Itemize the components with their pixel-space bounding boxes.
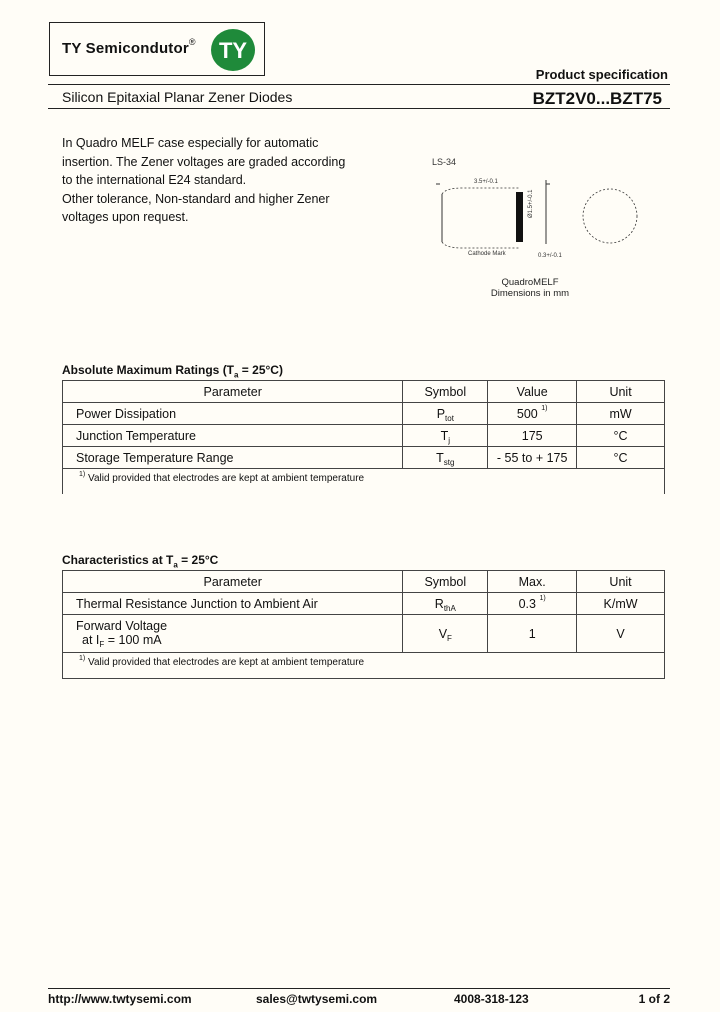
unit-cell: mW (577, 403, 665, 425)
unit-cell: K/mW (577, 593, 665, 615)
column-header: Symbol (403, 571, 488, 593)
symbol-cell: $P_{tot}$ (403, 403, 488, 425)
footer-website: http://www.twtysemi.com (48, 992, 192, 1006)
description (62, 134, 362, 227)
product-specification: Product specification (535, 67, 668, 82)
characteristics-table (62, 570, 665, 679)
unit-cell: V (577, 615, 665, 653)
table-note-row (63, 469, 665, 495)
footer-email: sales@twtysemi.com (256, 992, 378, 1006)
description-line: In Quadro MELF case especially for automatic (62, 136, 319, 150)
table-header-row (63, 571, 665, 593)
characteristics-title: Characteristics at $T_a = 25^\circ C$ (62, 553, 219, 570)
footer-phone: 4008-318-123 (454, 992, 529, 1006)
symbol-cell: $V_F$ (403, 615, 488, 653)
value-cell: 175 (488, 425, 577, 447)
description-line: voltages upon request. (62, 210, 189, 224)
unit-cell: °C (577, 447, 665, 469)
table-row (63, 447, 665, 469)
brand-name: TY Semicondutor® (62, 37, 196, 57)
ty-logo-icon (210, 28, 256, 72)
package-caption-line1: QuadroMELF (501, 277, 559, 288)
symbol-cell: $T_j$ (403, 425, 488, 447)
abs-max-title: Absolute Maximum Ratings $(T_a = 25^\circ C)$ (62, 363, 283, 380)
footer-rule (48, 988, 670, 989)
column-header: Symbol (403, 381, 488, 403)
table-header-row (63, 381, 665, 403)
column-header: Parameter (63, 571, 403, 593)
value-cell: - 55 to + 175 (488, 447, 577, 469)
unit-cell: °C (577, 425, 665, 447)
table-note-row (63, 653, 665, 679)
package-label: LS-34 (432, 157, 457, 167)
logo-letters: TY (218, 38, 248, 63)
description-line: to the international E24 standard. (62, 173, 247, 187)
cathode-band (516, 192, 523, 242)
table-row (63, 403, 665, 425)
footnote: $^{1)}$ Valid provided that electrodes are kept at ambient temperature (63, 653, 665, 679)
dim-length: 3.5+/-0.1 (474, 179, 498, 185)
cathode-mark-label: Cathode Mark (468, 251, 506, 257)
description-line: insertion. The Zener voltages are graded according (62, 154, 346, 169)
value-cell: 1 (488, 615, 577, 653)
description-line: Other tolerance, Non-standard and higher Zener (62, 191, 330, 206)
subtitle-rule (48, 108, 670, 109)
parameter-cell: Forward Voltage at $I_F = 100$ mA (63, 615, 403, 653)
column-header: Value (488, 381, 577, 403)
parameter-cell: Thermal Resistance Junction to Ambient Air (63, 593, 403, 615)
column-header: Parameter (63, 381, 403, 403)
parameter-cell: Junction Temperature (63, 425, 403, 447)
dim-diameter: Ø1.5+/-0.1 (528, 189, 534, 218)
table-row (63, 615, 665, 653)
header-rule (48, 84, 670, 85)
page-number: 1 of 2 (638, 992, 670, 1006)
abs-max-table (62, 380, 665, 494)
package-caption-line2: Dimensions in mm (490, 288, 570, 299)
value-cell: 0.3 $^{1)}$ (488, 593, 577, 615)
column-header: Unit (577, 571, 665, 593)
table-row (63, 425, 665, 447)
symbol-cell: $R_{thA}$ (403, 593, 488, 615)
parameter-cell: Power Dissipation (63, 403, 403, 425)
table-row (63, 593, 665, 615)
dim-band: 0.3+/-0.1 (538, 253, 562, 259)
symbol-cell: $T_{stg}$ (403, 447, 488, 469)
column-header: Unit (577, 381, 665, 403)
column-header: Max. (488, 571, 577, 593)
page-subtitle: Silicon Epitaxial Planar Zener Diodes (62, 89, 293, 105)
part-number: BZT2V0...BZT75 (532, 89, 662, 108)
parameter-cell: Storage Temperature Range (63, 447, 403, 469)
value-cell: 500 $^{1)}$ (488, 403, 577, 425)
package-caption (470, 277, 590, 299)
footnote: $^{1)}$ Valid provided that electrodes are kept at ambient temperature (63, 469, 665, 495)
